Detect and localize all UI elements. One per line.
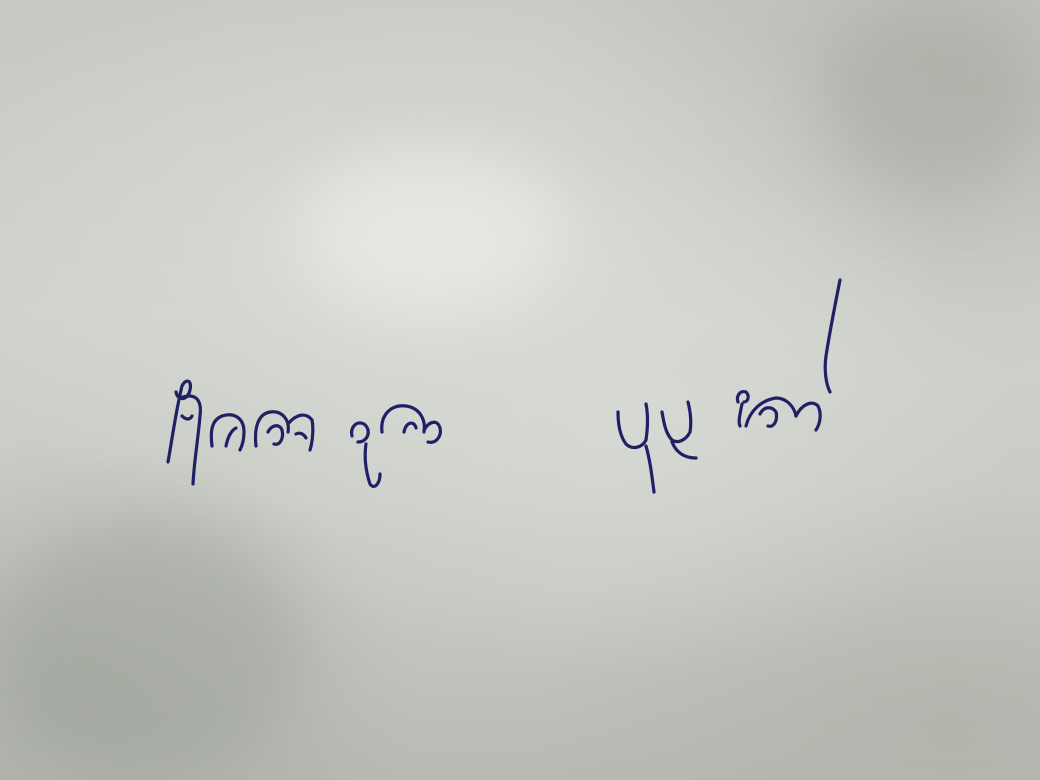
handwritten-word-2 bbox=[618, 280, 840, 492]
handwritten-word-1 bbox=[168, 381, 440, 486]
